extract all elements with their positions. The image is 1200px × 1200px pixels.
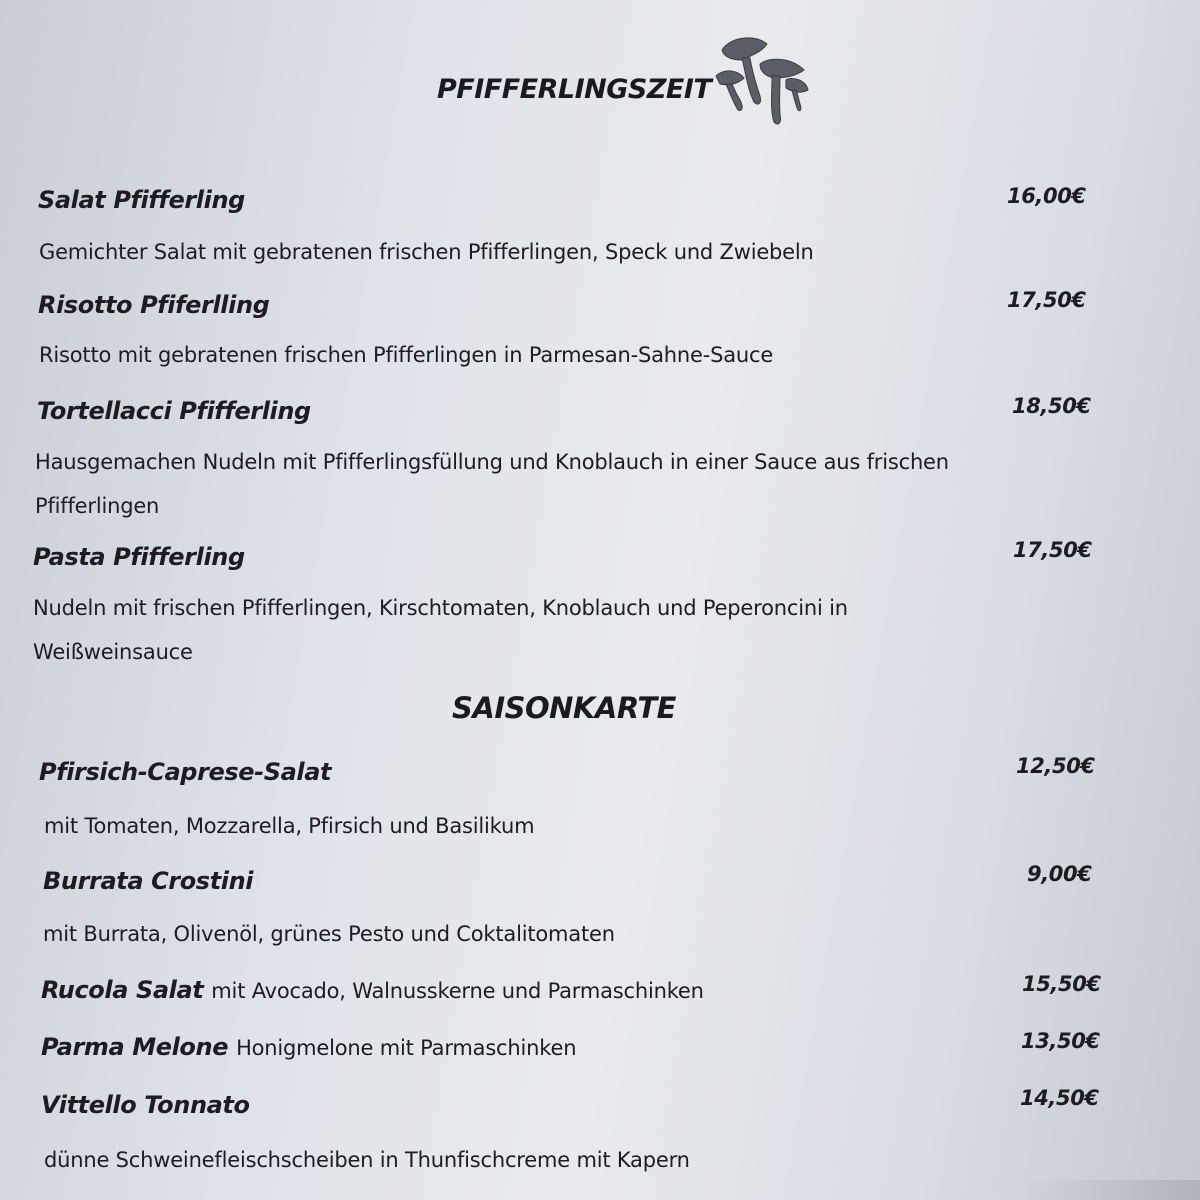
menu-item-price: 17,50€: [1007, 288, 1086, 312]
menu-item-price: 18,50€: [1012, 394, 1091, 418]
menu-item-description-continued: Pfifferlingen: [35, 494, 160, 518]
menu-item-name: Burrata Crostini: [43, 867, 254, 895]
menu-item-description: Hausgemachen Nudeln mit Pfifferlingsfüllung und Knoblauch in einer Sauce aus frischen: [35, 450, 949, 474]
menu-item-name: Pasta Pfifferling: [33, 543, 245, 571]
menu-item-row: [41, 1033, 576, 1061]
menu-item-price: 15,50€: [1022, 972, 1101, 996]
menu-item-description: Gemichter Salat mit gebratenen frischen Pfifferlingen, Speck und Zwiebeln: [39, 240, 814, 264]
menu-item-description: dünne Schweinefleischscheiben in Thunfischcreme mit Kapern: [44, 1148, 690, 1172]
menu-item-name: Vittello Tonnato: [41, 1091, 250, 1119]
menu-item-description: Honigmelone mit Parmaschinken: [236, 1036, 577, 1060]
section-title-saisonkarte: SAISONKARTE: [452, 691, 676, 725]
menu-item-price: 14,50€: [1020, 1086, 1099, 1110]
menu-item-name: Risotto Pfiferlling: [38, 291, 270, 319]
menu-item-row: [41, 976, 704, 1004]
menu-item-price: 17,50€: [1013, 538, 1092, 562]
menu-item-name: Parma Melone: [41, 1033, 229, 1061]
mushroom-icon: [712, 30, 812, 130]
menu-item-description: mit Avocado, Walnusskerne und Parmaschinken: [211, 979, 704, 1003]
menu-item-description: Risotto mit gebratenen frischen Pfifferlingen in Parmesan-Sahne-Sauce: [39, 343, 774, 367]
menu-item-description: mit Tomaten, Mozzarella, Pfirsich und Basilikum: [44, 814, 535, 838]
menu-item-description-continued: Weißweinsauce: [33, 640, 193, 664]
menu-item-description: Nudeln mit frischen Pfifferlingen, Kirschtomaten, Knoblauch und Peperoncini in: [33, 596, 848, 620]
menu-item-description: mit Burrata, Olivenöl, grünes Pesto und Coktalitomaten: [43, 922, 615, 946]
menu-item-name: Rucola Salat: [41, 976, 204, 1004]
page-shadow: [1020, 1180, 1200, 1200]
menu-item-name: Salat Pfifferling: [38, 186, 245, 214]
menu-item-price: 16,00€: [1007, 184, 1086, 208]
menu-item-price: 13,50€: [1021, 1029, 1100, 1053]
menu-item-price: 12,50€: [1016, 754, 1095, 778]
menu-item-name: Tortellacci Pfifferling: [37, 397, 311, 425]
menu-item-price: 9,00€: [1027, 862, 1092, 886]
section-title-pfifferlingszeit: PFIFFERLINGSZEIT: [437, 74, 712, 105]
menu-item-name: Pfirsich-Caprese-Salat: [39, 758, 332, 786]
